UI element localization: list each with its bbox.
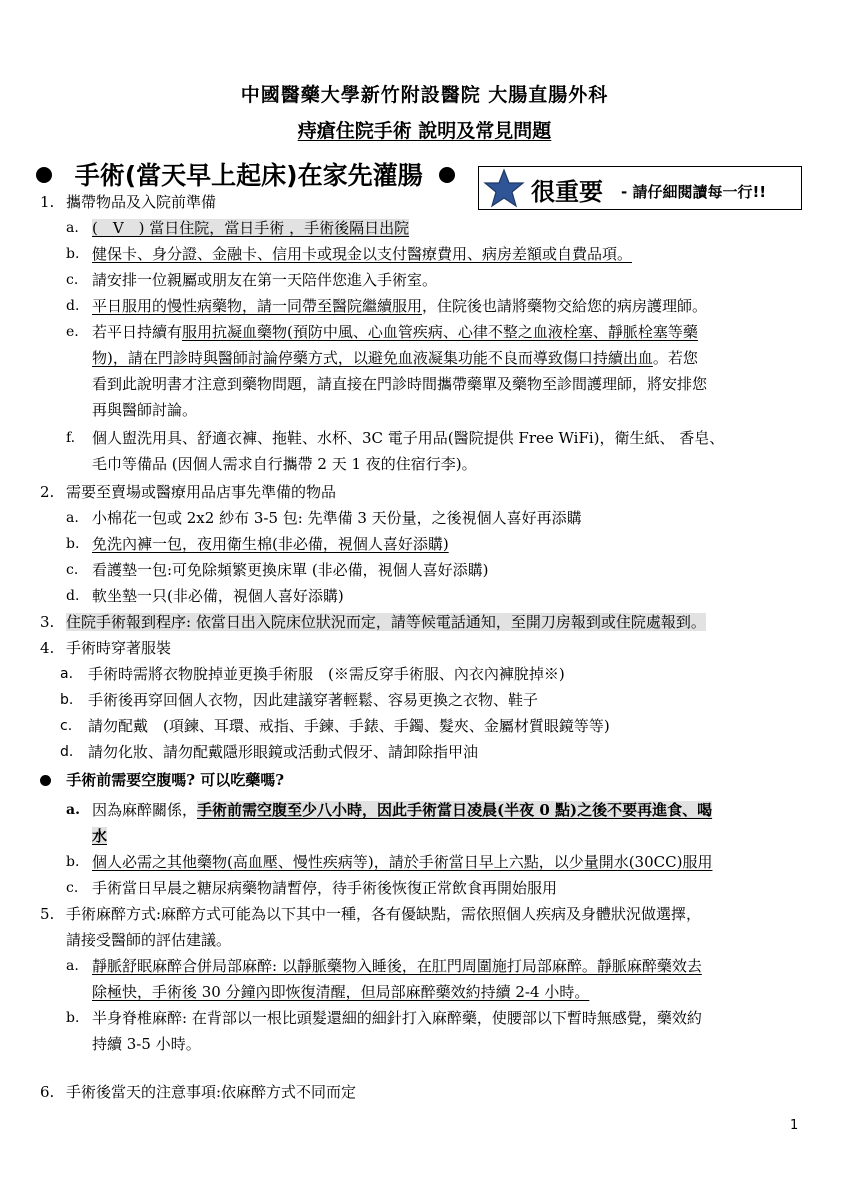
list-item: 住院手術報到程序: 依當日出入院床位狀況而定，請等候電話通知，至開刀房報到或住院處報到。: [66, 613, 706, 631]
list-item: 健保卡、身分證、金融卡、信用卡或現金以支付醫療費用、病房差額或自費品項。: [92, 245, 633, 263]
list-letter: f.: [66, 430, 76, 446]
list-letter: b.: [66, 536, 80, 552]
list-item: 平日服用的慢性病藥物，請一同帶至醫院繼續服用，住院後也請將藥物交給您的病房護理師。: [92, 297, 708, 315]
list-letter: a.: [66, 510, 79, 526]
list-item: 半身脊椎麻醉: 在背部以一根比頭髮還細的細針打入麻醉藥，使腰部以下暫時無感覺，藥效約: [92, 1009, 702, 1027]
document-subtitle: 痔瘡住院手術 說明及常見問題: [297, 120, 552, 142]
list-item-continuation: 持續 3-5 小時。: [92, 1035, 201, 1053]
list-letter: d.: [66, 298, 80, 314]
document-title: 中國醫藥大學新竹附設醫院 大腸直腸外科: [240, 84, 609, 106]
list-item: 小棉花一包或 2x2 紗布 3-5 包: 先準備 3 天份量，之後視個人喜好再添購: [92, 509, 582, 527]
list-letter: c.: [66, 562, 79, 578]
list-item: 請安排一位親屬或朋友在第一天陪伴您進入手術室。: [92, 271, 438, 289]
list-number: 5.: [40, 905, 55, 923]
section-title: 手術時穿著服裝: [66, 639, 172, 657]
list-letter: d.: [60, 744, 74, 760]
list-letter: b.: [66, 854, 80, 870]
bullet-dot-icon: [40, 775, 51, 786]
list-number: 4.: [40, 639, 55, 657]
list-item: 手術時需將衣物脫掉並更換手術服 (※需反穿手術服、內衣內褲脫掉※): [88, 665, 565, 683]
list-number: 2.: [40, 483, 55, 501]
notice-important-text: 很重要: [531, 178, 603, 206]
list-item: 軟坐墊一只(非必備，視個人喜好添購): [92, 587, 344, 605]
list-letter: b.: [66, 1010, 80, 1026]
list-letter: b.: [60, 692, 74, 708]
list-item: 因為麻醉關係，手術前需空腹至少八小時，因此手術當日凌晨(半夜 0 點)之後不要再進食、喝: [92, 801, 713, 819]
list-letter: c.: [60, 718, 73, 734]
list-item-continuation: 再與醫師討論。: [92, 401, 198, 419]
list-item: 看護墊一包:可免除頻繁更換床單 (非必備，視個人喜好添購): [92, 561, 489, 579]
list-item: 手術當日早晨之糖尿病藥物請暫停，待手術後恢復正常飲食再開始服用: [92, 879, 558, 897]
list-item: 手術後當天的注意事項:依麻醉方式不同而定: [66, 1083, 357, 1101]
section-heading-text: 手術(當天早上起床)在家先灌腸: [74, 161, 423, 190]
notice-instruction-text: - 請仔細閱讀每一行!!: [621, 183, 767, 201]
list-letter: d.: [66, 588, 80, 604]
list-item: 個人必需之其他藥物(高血壓、慢性疾病等)，請於手術當日早上六點，以少量開水(30CC)服用: [92, 853, 713, 871]
list-item-continuation: 除極快，手術後 30 分鐘內即恢復清醒，但局部麻醉藥效約持續 2-4 小時。: [92, 983, 590, 1001]
list-item: ( V ) 當日住院，當日手術 ，手術後隔日出院: [92, 219, 410, 237]
list-item: 免洗內褲一包，夜用衛生棉(非必備，視個人喜好添購): [92, 535, 449, 553]
list-letter: a.: [66, 958, 79, 974]
list-number: 6.: [40, 1083, 55, 1101]
list-letter: c.: [66, 880, 79, 896]
list-item: 手術後再穿回個人衣物，因此建議穿著輕鬆、容易更換之衣物、鞋子: [88, 691, 539, 709]
list-item-continuation: 毛巾等備品 (因個人需求自行攜帶 2 天 1 夜的住宿行李)。: [92, 455, 477, 473]
list-letter: a.: [60, 666, 74, 682]
list-item: 請勿配戴 (項鍊、耳環、戒指、手鍊、手錶、手鐲、髮夾、金屬材質眼鏡等等): [88, 717, 610, 735]
fasting-heading: 手術前需要空腹嗎? 可以吃藥嗎?: [40, 770, 284, 790]
list-item: 個人盥洗用具、舒適衣褲、拖鞋、水杯、3C 電子用品(醫院提供 Free WiFi)，衛生紙、 香皂、: [92, 429, 725, 447]
bullet-dot-icon: [36, 167, 52, 183]
star-icon: [482, 168, 526, 208]
bullet-dot-icon: [439, 167, 455, 183]
list-letter: a.: [66, 220, 79, 236]
list-item-continuation: 水: [92, 827, 108, 845]
list-number: 1.: [40, 193, 55, 211]
important-notice-box: [478, 166, 802, 210]
list-item-continuation: 請接受醫師的評估建議。: [66, 931, 232, 949]
section-heading: [36, 156, 455, 192]
page-number: 1: [790, 1118, 799, 1133]
section-title: 攜帶物品及入院前準備: [66, 193, 217, 211]
list-letter: a.: [66, 802, 80, 818]
list-item: 請勿化妝、請勿配戴隱形眼鏡或活動式假牙、請卸除指甲油: [88, 743, 479, 761]
list-number: 3.: [40, 613, 55, 631]
list-item-continuation: 看到此說明書才注意到藥物問題，請直接在門診時間攜帶藥單及藥物至診間護理師，將安排您: [92, 375, 708, 393]
list-item: 若平日持續有服用抗凝血藥物(預防中風、心血管疾病、心律不整之血液栓塞、靜脈栓塞等藥: [92, 323, 698, 341]
list-letter: e.: [66, 324, 79, 340]
list-item: 手術麻醉方式:麻醉方式可能為以下其中一種，各有優缺點，需依照個人疾病及身體狀況做選擇，: [66, 905, 702, 923]
section-title: 需要至賣場或醫療用品店事先準備的物品: [66, 483, 337, 501]
list-item-continuation: 物)，請在門診時與醫師討論停藥方式，以避免血液凝集功能不良而導致傷口持續出血。若您: [92, 349, 698, 367]
list-item: 靜脈舒眠麻醉合併局部麻醉: 以靜脈藥物入睡後，在肛門周圍施打局部麻醉。靜脈麻醉藥效去: [92, 957, 702, 975]
list-letter: c.: [66, 272, 79, 288]
list-letter: b.: [66, 246, 80, 262]
